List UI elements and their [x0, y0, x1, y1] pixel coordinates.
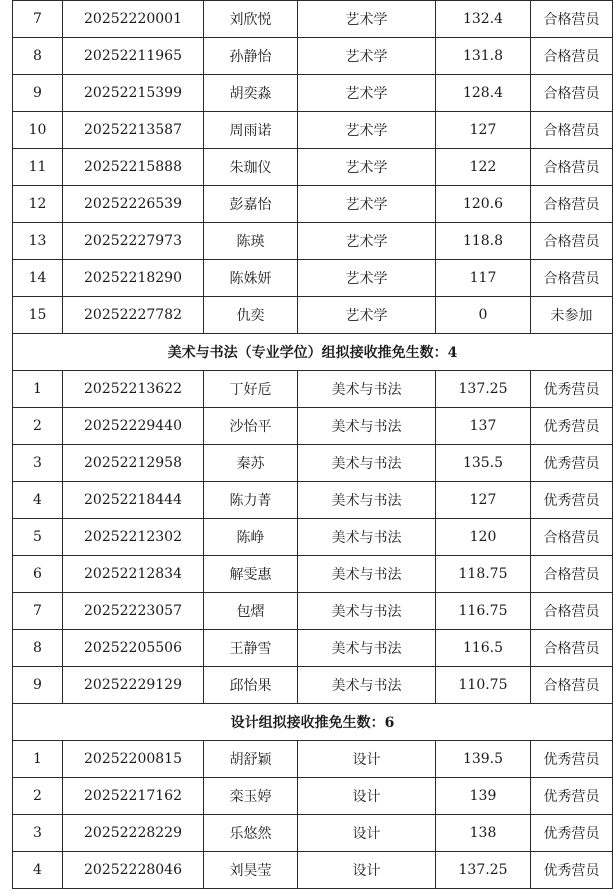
table-row	[13, 297, 613, 334]
major-cell: 美术与书法	[298, 482, 436, 519]
table-row	[13, 223, 613, 260]
score-cell: 116.5	[436, 630, 531, 667]
table-row	[13, 38, 613, 75]
name-cell: 王静雪	[204, 630, 298, 667]
major-cell: 美术与书法	[298, 445, 436, 482]
table-body	[13, 1, 613, 889]
result-cell: 优秀营员	[531, 482, 613, 519]
applicant-id-cell: 20252223057	[63, 593, 204, 630]
row-number-cell: 13	[13, 223, 63, 260]
applicant-id-cell: 20252227782	[63, 297, 204, 334]
result-cell: 优秀营员	[531, 852, 613, 889]
score-cell: 120.6	[436, 186, 531, 223]
row-number-cell: 8	[13, 38, 63, 75]
row-number-cell: 14	[13, 260, 63, 297]
score-cell: 139.5	[436, 741, 531, 778]
results-sheet	[12, 0, 600, 889]
table-row	[13, 371, 613, 408]
score-cell: 131.8	[436, 38, 531, 75]
score-cell: 127	[436, 482, 531, 519]
result-cell: 合格营员	[531, 630, 613, 667]
table-row	[13, 815, 613, 852]
result-cell: 优秀营员	[531, 445, 613, 482]
major-cell: 艺术学	[298, 38, 436, 75]
major-cell: 美术与书法	[298, 371, 436, 408]
major-cell: 设计	[298, 778, 436, 815]
applicant-id-cell: 20252200815	[63, 741, 204, 778]
major-cell: 美术与书法	[298, 519, 436, 556]
row-number-cell: 2	[13, 778, 63, 815]
table-row	[13, 408, 613, 445]
applicant-id-cell: 20252215888	[63, 149, 204, 186]
name-cell: 陈瑛	[204, 223, 298, 260]
result-cell: 优秀营员	[531, 778, 613, 815]
group-header: 设计组拟接收推免生数：6	[13, 704, 613, 741]
applicant-id-cell: 20252228229	[63, 815, 204, 852]
table-row	[13, 186, 613, 223]
result-cell: 合格营员	[531, 75, 613, 112]
table-row	[13, 112, 613, 149]
applicant-id-cell: 20252215399	[63, 75, 204, 112]
result-cell: 合格营员	[531, 1, 613, 38]
score-cell: 137	[436, 408, 531, 445]
name-cell: 解雯惠	[204, 556, 298, 593]
table-row	[13, 519, 613, 556]
results-table	[12, 0, 613, 889]
name-cell: 乐悠然	[204, 815, 298, 852]
table-row	[13, 778, 613, 815]
table-row	[13, 852, 613, 889]
applicant-id-cell: 20252227973	[63, 223, 204, 260]
row-number-cell: 8	[13, 630, 63, 667]
major-cell: 艺术学	[298, 297, 436, 334]
major-cell: 设计	[298, 741, 436, 778]
major-cell: 美术与书法	[298, 408, 436, 445]
applicant-id-cell: 20252211965	[63, 38, 204, 75]
result-cell: 合格营员	[531, 260, 613, 297]
name-cell: 陈力菁	[204, 482, 298, 519]
row-number-cell: 3	[13, 445, 63, 482]
applicant-id-cell: 20252228046	[63, 852, 204, 889]
name-cell: 胡奕淼	[204, 75, 298, 112]
result-cell: 优秀营员	[531, 408, 613, 445]
table-row	[13, 667, 613, 704]
score-cell: 118.8	[436, 223, 531, 260]
score-cell: 127	[436, 112, 531, 149]
name-cell: 胡舒颖	[204, 741, 298, 778]
row-number-cell: 9	[13, 667, 63, 704]
score-cell: 118.75	[436, 556, 531, 593]
score-cell: 139	[436, 778, 531, 815]
table-row	[13, 260, 613, 297]
score-cell: 0	[436, 297, 531, 334]
applicant-id-cell: 20252218444	[63, 482, 204, 519]
major-cell: 美术与书法	[298, 630, 436, 667]
name-cell: 周雨诺	[204, 112, 298, 149]
major-cell: 艺术学	[298, 223, 436, 260]
result-cell: 合格营员	[531, 519, 613, 556]
name-cell: 陈峥	[204, 519, 298, 556]
row-number-cell: 12	[13, 186, 63, 223]
applicant-id-cell: 20252226539	[63, 186, 204, 223]
row-number-cell: 4	[13, 482, 63, 519]
result-cell: 合格营员	[531, 593, 613, 630]
applicant-id-cell: 20252220001	[63, 1, 204, 38]
score-cell: 110.75	[436, 667, 531, 704]
score-cell: 116.75	[436, 593, 531, 630]
applicant-id-cell: 20252217162	[63, 778, 204, 815]
major-cell: 设计	[298, 852, 436, 889]
name-cell: 孙静怡	[204, 38, 298, 75]
result-cell: 合格营员	[531, 223, 613, 260]
row-number-cell: 15	[13, 297, 63, 334]
major-cell: 艺术学	[298, 260, 436, 297]
result-cell: 优秀营员	[531, 371, 613, 408]
table-row	[13, 75, 613, 112]
applicant-id-cell: 20252205506	[63, 630, 204, 667]
name-cell: 包熠	[204, 593, 298, 630]
major-cell: 艺术学	[298, 186, 436, 223]
row-number-cell: 7	[13, 593, 63, 630]
score-cell: 128.4	[436, 75, 531, 112]
row-number-cell: 9	[13, 75, 63, 112]
result-cell: 合格营员	[531, 556, 613, 593]
table-row	[13, 445, 613, 482]
result-cell: 优秀营员	[531, 741, 613, 778]
major-cell: 艺术学	[298, 149, 436, 186]
table-row	[13, 593, 613, 630]
table-row	[13, 630, 613, 667]
major-cell: 美术与书法	[298, 556, 436, 593]
major-cell: 设计	[298, 815, 436, 852]
applicant-id-cell: 20252218290	[63, 260, 204, 297]
applicant-id-cell: 20252213622	[63, 371, 204, 408]
score-cell: 132.4	[436, 1, 531, 38]
row-number-cell: 1	[13, 371, 63, 408]
name-cell: 彭嘉怡	[204, 186, 298, 223]
row-number-cell: 4	[13, 852, 63, 889]
table-row	[13, 149, 613, 186]
score-cell: 135.5	[436, 445, 531, 482]
row-number-cell: 11	[13, 149, 63, 186]
name-cell: 秦苏	[204, 445, 298, 482]
result-cell: 优秀营员	[531, 815, 613, 852]
name-cell: 沙怡平	[204, 408, 298, 445]
name-cell: 朱珈仪	[204, 149, 298, 186]
score-cell: 137.25	[436, 371, 531, 408]
name-cell: 陈姝妍	[204, 260, 298, 297]
major-cell: 美术与书法	[298, 667, 436, 704]
applicant-id-cell: 20252212958	[63, 445, 204, 482]
result-cell: 未参加	[531, 297, 613, 334]
score-cell: 122	[436, 149, 531, 186]
row-number-cell: 5	[13, 519, 63, 556]
score-cell: 138	[436, 815, 531, 852]
table-row	[13, 1, 613, 38]
group-header: 美术与书法（专业学位）组拟接收推免生数：4	[13, 334, 613, 371]
applicant-id-cell: 20252212302	[63, 519, 204, 556]
applicant-id-cell: 20252213587	[63, 112, 204, 149]
row-number-cell: 6	[13, 556, 63, 593]
name-cell: 栾玉婷	[204, 778, 298, 815]
table-row	[13, 482, 613, 519]
name-cell: 丁好卮	[204, 371, 298, 408]
major-cell: 艺术学	[298, 75, 436, 112]
major-cell: 艺术学	[298, 1, 436, 38]
major-cell: 美术与书法	[298, 593, 436, 630]
name-cell: 刘昊莹	[204, 852, 298, 889]
applicant-id-cell: 20252212834	[63, 556, 204, 593]
result-cell: 合格营员	[531, 667, 613, 704]
row-number-cell: 7	[13, 1, 63, 38]
score-cell: 120	[436, 519, 531, 556]
name-cell: 仇奕	[204, 297, 298, 334]
applicant-id-cell: 20252229129	[63, 667, 204, 704]
group-header-row	[13, 704, 613, 741]
result-cell: 合格营员	[531, 149, 613, 186]
result-cell: 合格营员	[531, 186, 613, 223]
table-row	[13, 741, 613, 778]
group-header-row	[13, 334, 613, 371]
row-number-cell: 2	[13, 408, 63, 445]
major-cell: 艺术学	[298, 112, 436, 149]
score-cell: 137.25	[436, 852, 531, 889]
row-number-cell: 10	[13, 112, 63, 149]
name-cell: 刘欣悦	[204, 1, 298, 38]
row-number-cell: 1	[13, 741, 63, 778]
name-cell: 邱怡果	[204, 667, 298, 704]
score-cell: 117	[436, 260, 531, 297]
table-row	[13, 556, 613, 593]
row-number-cell: 3	[13, 815, 63, 852]
result-cell: 合格营员	[531, 112, 613, 149]
result-cell: 合格营员	[531, 38, 613, 75]
applicant-id-cell: 20252229440	[63, 408, 204, 445]
